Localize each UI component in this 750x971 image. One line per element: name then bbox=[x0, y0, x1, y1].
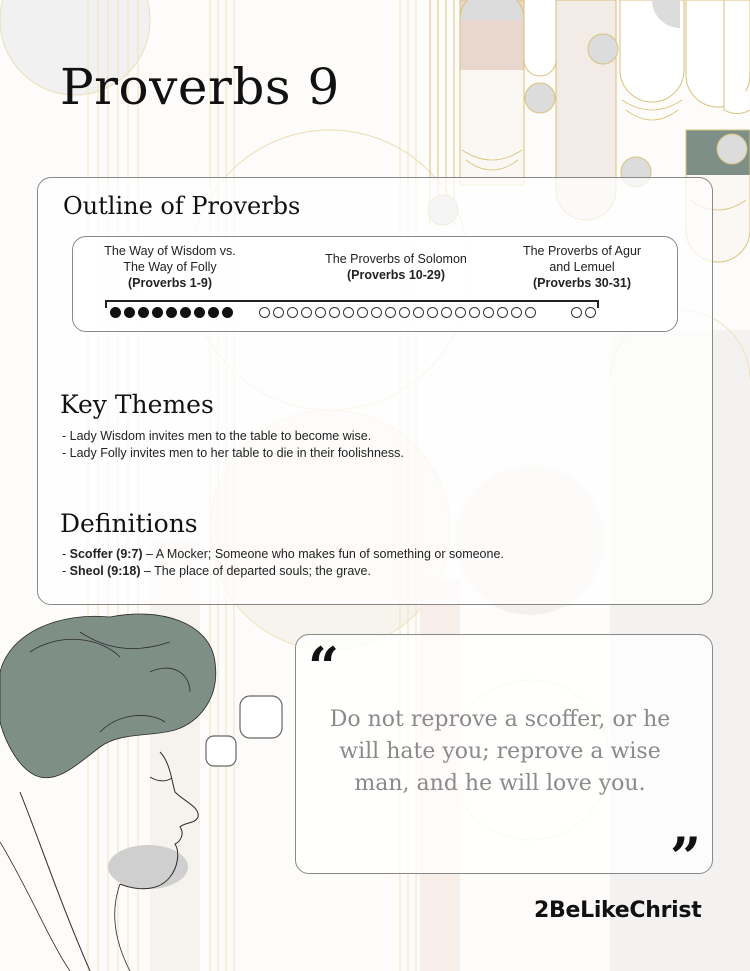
chapter-dot bbox=[511, 307, 522, 318]
chapter-dot-filled bbox=[152, 307, 163, 318]
chapter-dot bbox=[483, 307, 494, 318]
chapter-dots-group bbox=[259, 307, 536, 318]
definition-term: Sheol (9:18) bbox=[69, 564, 141, 578]
chapter-dot-filled bbox=[194, 307, 205, 318]
chapter-dot bbox=[315, 307, 326, 318]
portrait-illustration bbox=[0, 612, 300, 971]
close-quote-icon: ” bbox=[670, 825, 702, 889]
chapter-dot bbox=[329, 307, 340, 318]
outline-segment-agur-lemuel bbox=[514, 243, 650, 291]
chapter-dot-filled bbox=[166, 307, 177, 318]
segment-ref: (Proverbs 30-31) bbox=[533, 276, 631, 290]
chapter-dot bbox=[585, 307, 596, 318]
chapter-dot bbox=[571, 307, 582, 318]
chapter-dot-filled bbox=[208, 307, 219, 318]
segment-label: The Proverbs of Agur and Lemuel bbox=[522, 244, 642, 274]
chapter-dot bbox=[273, 307, 284, 318]
brand-logo: 2BeLikeChrist bbox=[534, 898, 702, 923]
chapter-dot bbox=[385, 307, 396, 318]
outline-segment-wisdom-folly bbox=[92, 243, 248, 291]
definition-text: – A Mocker; Someone who makes fun of something or someone. bbox=[142, 547, 504, 561]
chapter-dot-filled bbox=[222, 307, 233, 318]
chapter-dot bbox=[441, 307, 452, 318]
chapter-dot bbox=[413, 307, 424, 318]
list-item: - Lady Wisdom invites men to the table to become wise. bbox=[62, 429, 372, 443]
chapter-dot bbox=[357, 307, 368, 318]
chapter-dot bbox=[399, 307, 410, 318]
chapter-dot-filled bbox=[124, 307, 135, 318]
segment-ref: (Proverbs 10-29) bbox=[347, 268, 445, 282]
definition-prefix: - bbox=[62, 564, 70, 578]
outline-segment-solomon bbox=[316, 251, 476, 283]
definition-prefix: - bbox=[62, 547, 70, 561]
segment-label: The Proverbs of Solomon bbox=[325, 252, 467, 266]
chapter-dot bbox=[427, 307, 438, 318]
definition-item bbox=[62, 546, 504, 563]
chapter-dot bbox=[301, 307, 312, 318]
chapter-dots-group bbox=[571, 307, 596, 318]
definitions-list bbox=[62, 546, 504, 580]
key-themes-list bbox=[62, 428, 404, 462]
chapter-dot bbox=[525, 307, 536, 318]
chapter-dot bbox=[259, 307, 270, 318]
chapter-dot bbox=[455, 307, 466, 318]
definition-item bbox=[62, 563, 504, 580]
chapter-dot-filled bbox=[138, 307, 149, 318]
page-title: Proverbs 9 bbox=[60, 58, 340, 116]
segment-ref: (Proverbs 1-9) bbox=[127, 276, 213, 290]
open-quote-icon: “ bbox=[308, 635, 340, 699]
chapter-dot-filled bbox=[180, 307, 191, 318]
definition-term: Scoffer (9:7) bbox=[69, 547, 143, 561]
list-item: - Lady Folly invites men to her table to die in their foolishness. bbox=[62, 446, 404, 460]
chapter-dot bbox=[343, 307, 354, 318]
key-themes-heading: Key Themes bbox=[60, 390, 214, 419]
chapter-dot bbox=[287, 307, 298, 318]
quote-text: Do not reprove a scoffer, or he will hate you; reprove a wise man, and he will love you. bbox=[329, 707, 671, 796]
chapter-dot-filled bbox=[110, 307, 121, 318]
definitions-heading: Definitions bbox=[60, 509, 198, 538]
segment-label: The Way of Wisdom vs. The Way of Folly bbox=[104, 244, 236, 274]
chapter-dot bbox=[497, 307, 508, 318]
outline-heading: Outline of Proverbs bbox=[63, 192, 301, 220]
definition-text: – The place of departed souls; the grave. bbox=[140, 564, 371, 578]
chapter-dot bbox=[371, 307, 382, 318]
chapter-dot bbox=[469, 307, 480, 318]
chapter-dots-group bbox=[110, 307, 233, 318]
